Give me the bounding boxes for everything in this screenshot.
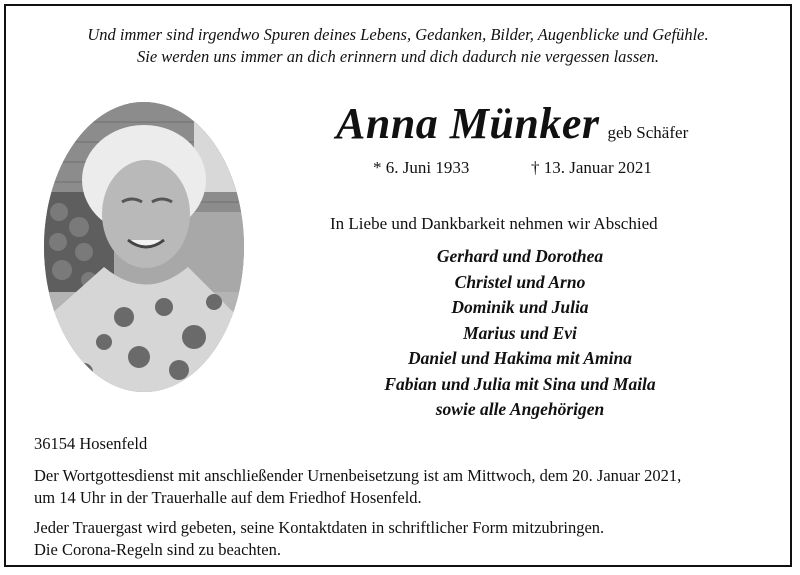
covid-notice bbox=[34, 517, 604, 561]
mourner-entry: Marius und Evi bbox=[463, 322, 577, 343]
deceased-name-line bbox=[336, 98, 688, 149]
service-notice bbox=[34, 465, 681, 509]
service-line: Der Wortgottesdienst mit anschließender Urnenbeisetzung ist am Mittwoch, dem 20. Januar 2021, bbox=[34, 466, 682, 485]
covid-line: Die Corona-Regeln sind zu beachten. bbox=[34, 540, 281, 559]
service-line: um 14 Uhr in der Trauerhalle auf dem Friedhof Hosenfeld. bbox=[34, 488, 422, 507]
quote-line: Sie werden uns immer an dich erinnern und dich dadurch nie vergessen lassen. bbox=[137, 47, 659, 66]
mourners-list bbox=[320, 244, 720, 423]
mourner-entry: Dominik und Julia bbox=[451, 297, 589, 317]
mourner-entry: Christel und Arno bbox=[454, 271, 586, 292]
place-of-residence: 36154 Hosenfeld bbox=[34, 434, 148, 453]
mourner-entry: sowie alle Angehörigen bbox=[435, 399, 605, 419]
birth-date: * 6. Juni 1933 bbox=[373, 158, 470, 177]
deceased-name: Anna Münker bbox=[336, 99, 600, 148]
obituary-notice bbox=[4, 4, 792, 567]
memorial-quote bbox=[6, 24, 790, 68]
portrait-photo bbox=[44, 102, 244, 392]
maiden-name: geb Schäfer bbox=[607, 123, 689, 142]
mourner-entry: Daniel und Hakima mit Amina bbox=[408, 348, 632, 368]
death-date: † 13. Januar 2021 bbox=[531, 158, 652, 177]
covid-line: Jeder Trauergast wird gebeten, seine Kontaktdaten in schriftlicher Form mitzubringen. bbox=[34, 518, 605, 537]
farewell-text: In Liebe und Dankbarkeit nehmen wir Abschied bbox=[330, 214, 658, 233]
portrait-illustration bbox=[44, 102, 244, 392]
mourner-entry: Gerhard und Dorothea bbox=[436, 246, 604, 266]
quote-line: Und immer sind irgendwo Spuren deines Lebens, Gedanken, Bilder, Augenblicke und Gefühle. bbox=[87, 25, 709, 44]
mourner-entry: Fabian und Julia mit Sina und Maila bbox=[384, 373, 656, 394]
